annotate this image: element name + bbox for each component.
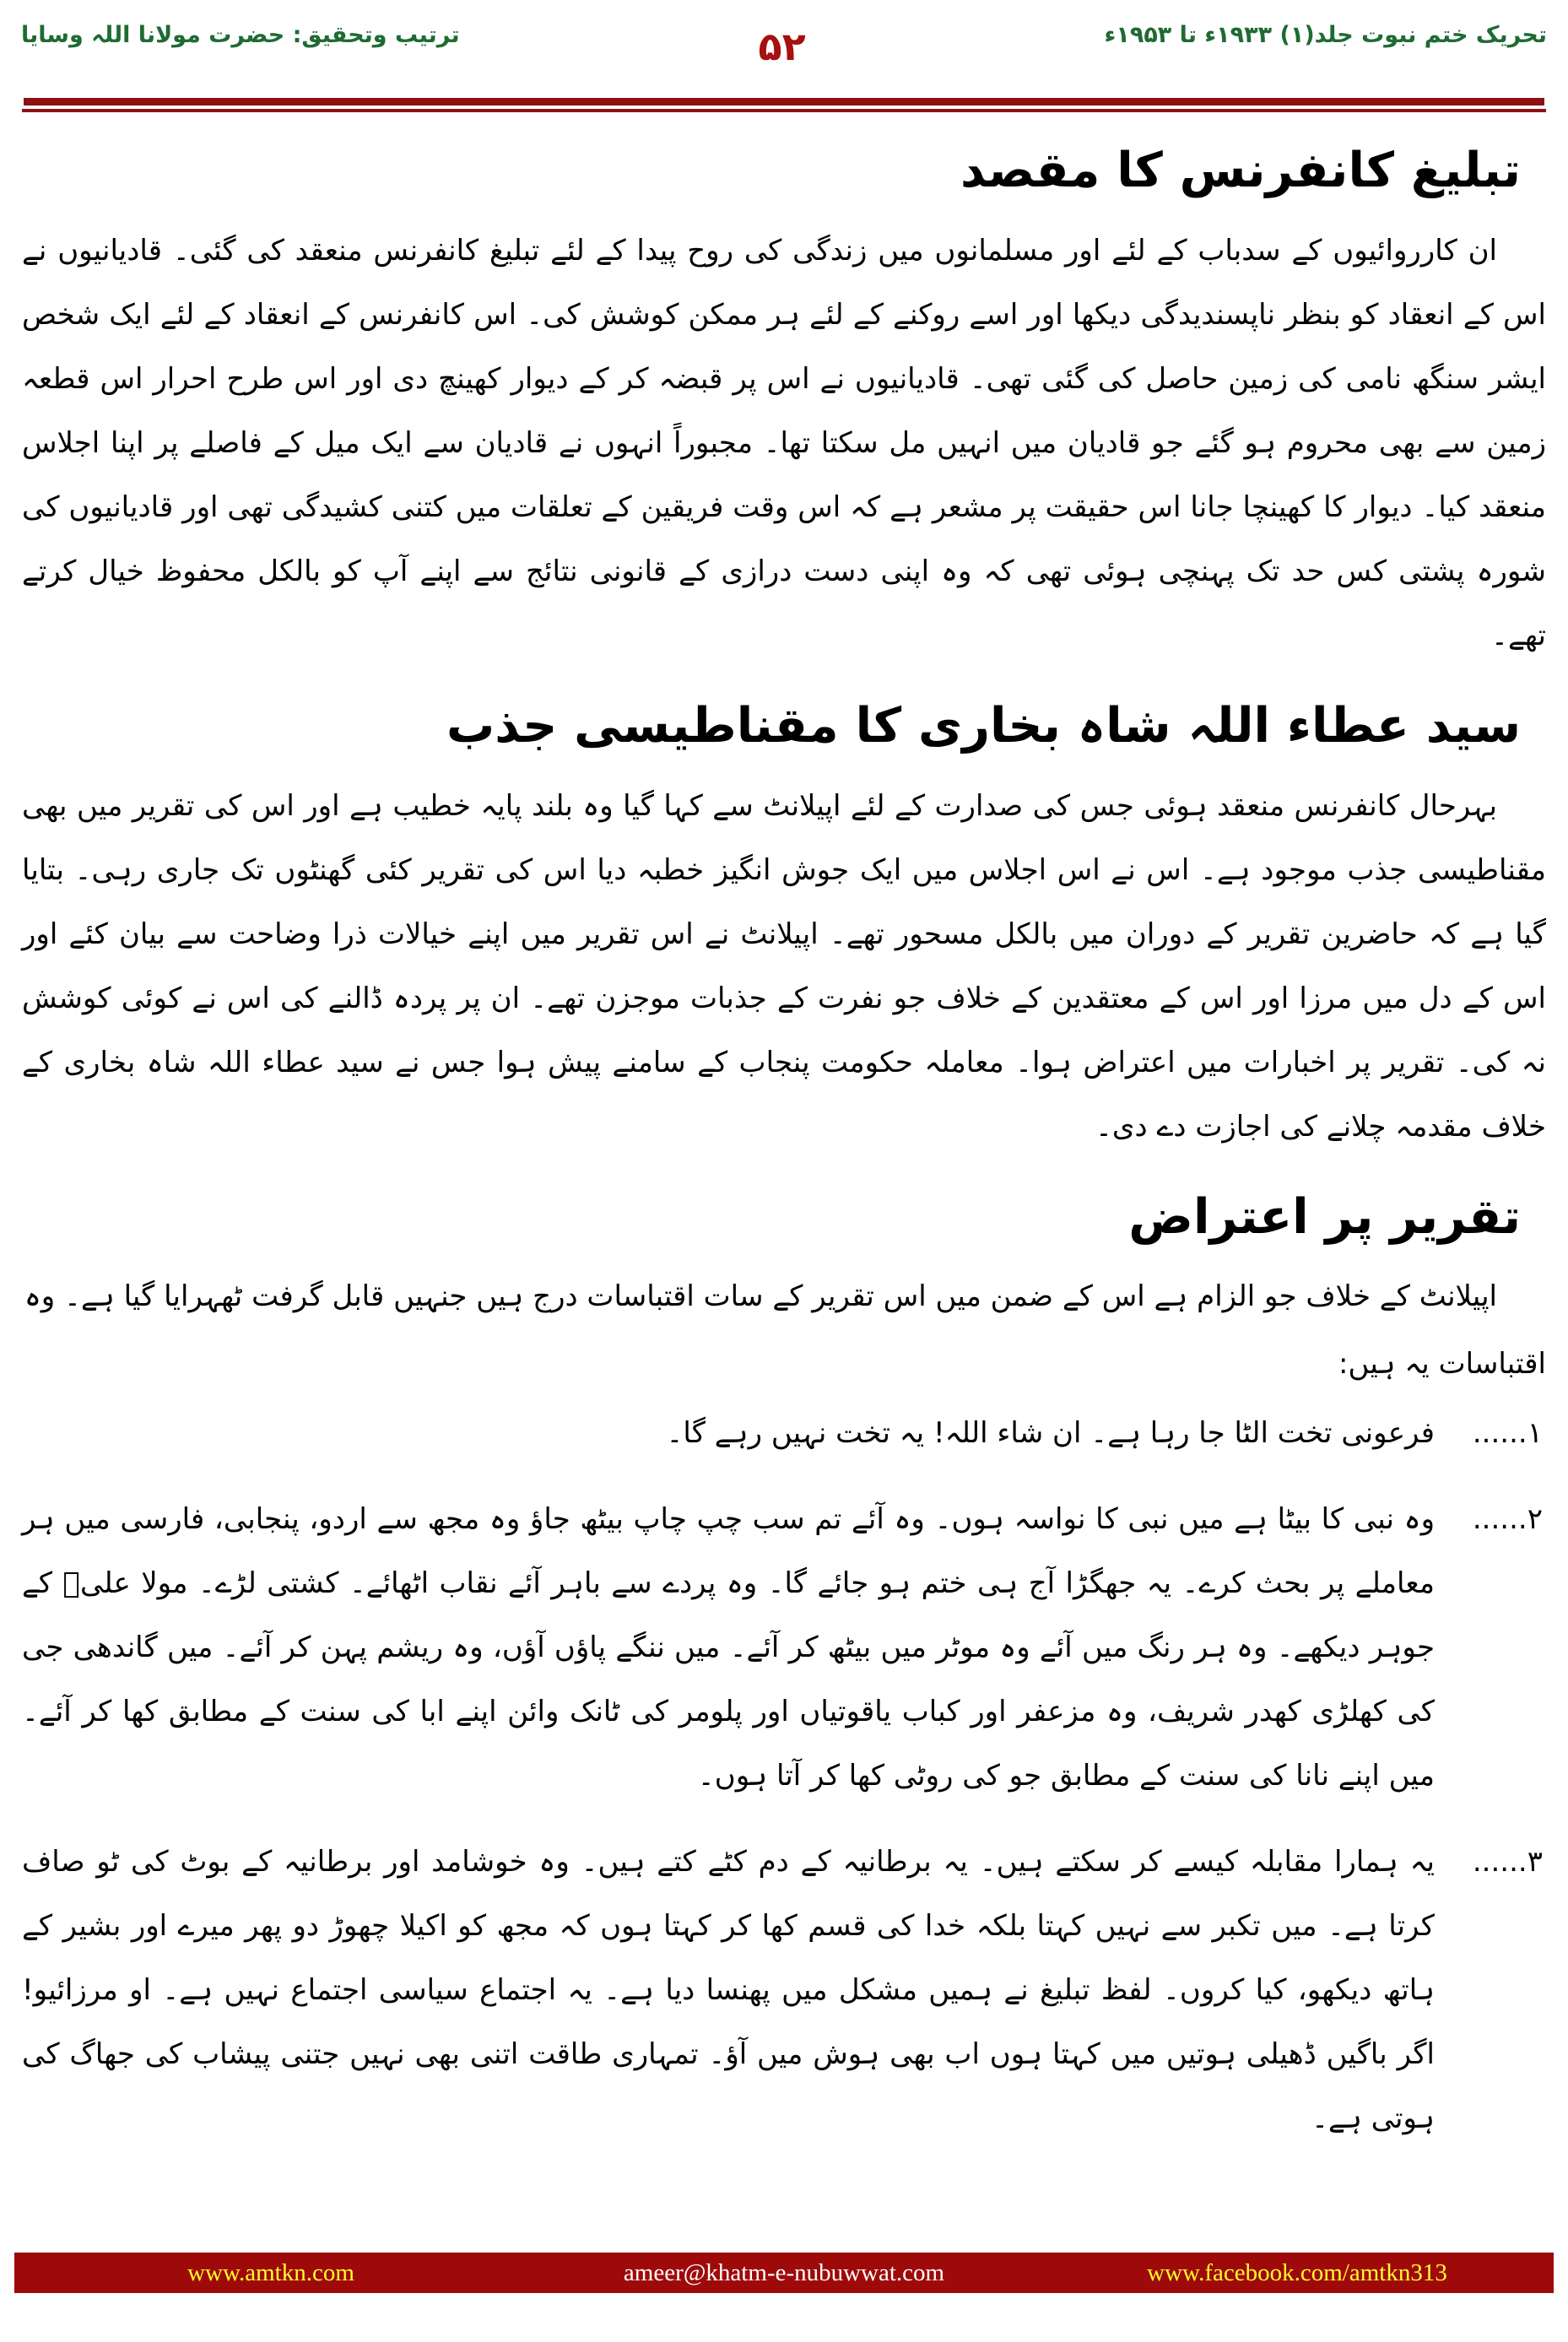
quote-item-3 bbox=[22, 1830, 1546, 2150]
paragraph-bukhari-magnetism: بہرحال کانفرنس منعقد ہوئی جس کی صدارت کے لئے اپیلانٹ سے کہا گیا وہ بلند پایہ خطیب ہے اور اس کی تقریر میں بھی مقناطیسی جذب موجود ہے۔ اس نے اس اجلاس میں ایک جوش انگیز خطبہ دیا اس کی تقریر کئی گھنٹوں تک جاری رہی۔ بتایا گیا ہے کہ حاضرین تقریر کے دوران میں بالکل مسحور تھے۔ اپیلانٹ نے اس تقریر میں اپنے خیالات ذرا وضاحت سے بیان کئے اور اس کے دل میں مرزا اور اس کے معتقدین کے خلاف جو نفرت کے جذبات موجزن تھے۔ ان پر پردہ ڈالنے کی اس نے کوئی کوشش نہ کی۔ تقریر پر اخبارات میں اعتراض ہوا۔ معاملہ حکومت پنجاب کے سامنے پیش ہوا جس نے سید عطاء اللہ شاہ بخاری کے خلاف مقدمہ چلانے کی اجازت دے دی۔ bbox=[22, 788, 1546, 1144]
quote-text-3: یہ ہمارا مقابلہ کیسے کر سکتے ہیں۔ یہ برطانیہ کے دم کٹے کتے ہیں۔ وہ خوشامد اور برطانیہ کے بوٹ کی ٹو صاف کرتا ہے۔ میں تکبر سے نہیں کہتا بلکہ خدا کی قسم کھا کر کہتا ہوں کہ مجھ کو اکیلا چھوڑ دو پھر میرے اور بشیر کے ہاتھ دیکھو، کیا کروں۔ لفظ تبلیغ نے ہمیں مشکل میں پھنسا دیا ہے۔ یہ اجتماع سیاسی اجتماع نہیں ہے۔ او مرزائیو! اگر باگیں ڈھیلی ہوتیں میں کہتا ہوں اب بھی ہوش میں آؤ۔ تمہاری طاقت اتنی بھی نہیں جتنی پیشاب کی جھاگ کی ہوتی ہے۔ bbox=[22, 1845, 1435, 2136]
footer-website-url: www.amtkn.com bbox=[187, 2258, 354, 2286]
quotes-lead-in: اقتباسات یہ ہیں: bbox=[1338, 1347, 1546, 1382]
section-heading-speech-objection: تقریر پر اعتراض bbox=[1128, 1188, 1521, 1245]
quote-text-2: وہ نبی کا بیٹا ہے میں نبی کا نواسہ ہوں۔ وہ آئے تم سب چپ چاپ بیٹھ جاؤ وہ مجھ سے اردو، پنجابی، فارسی میں ہر معاملے پر بحث کرے۔ یہ جھگڑا آج ہی ختم ہو جائے گا۔ وہ پردے سے باہر آئے نقاب اٹھائے۔ کشتی لڑے۔ مولا علیؓ کے جوہر دیکھے۔ وہ ہر رنگ میں آئے وہ موٹر میں بیٹھ کر آئے۔ میں ننگے پاؤں آؤں، وہ ریشم پہن کر آئے۔ میں گاندھی جی کی کھلڑی کھدر شریف، وہ مزعفر اور کباب یاقوتیاں اور پلومر کی ٹانک وائن اپنے ابا کی سنت کے مطابق کھا کر آئے۔ میں اپنے نانا کی سنت کے مطابق جو کی روٹی کھا کر آتا ہوں۔ bbox=[22, 1502, 1435, 1793]
page-header bbox=[0, 0, 1568, 86]
quote-text-1: فرعونی تخت الٹا جا رہا ہے۔ ان شاء اللہ! یہ تخت نہیں رہے گا۔ bbox=[666, 1416, 1435, 1451]
quote-number-2: ۲...... bbox=[1472, 1502, 1543, 1537]
header-rule-thick bbox=[24, 98, 1544, 105]
header-rule-thin bbox=[22, 109, 1546, 112]
quote-item-1 bbox=[22, 1401, 1546, 1465]
section-heading-bukhari-magnetism: سید عطاء اللہ شاہ بخاری کا مقناطیسی جذب bbox=[446, 697, 1521, 754]
quote-list bbox=[22, 1401, 1546, 2150]
page-number: ۵۲ bbox=[758, 24, 806, 69]
section-heading-conference-purpose: تبلیغ کانفرنس کا مقصد bbox=[960, 143, 1521, 198]
footer-bar bbox=[14, 2253, 1554, 2293]
quote-number-3: ۳...... bbox=[1472, 1845, 1543, 1880]
header-book-title: تحریک ختم نبوت جلد(۱) ۱۹۳۳ء تا ۱۹۵۳ء bbox=[1104, 22, 1547, 48]
paragraph-speech-objection: اپیلانٹ کے خلاف جو الزام ہے اس کے ضمن میں اس تقریر کے سات اقتباسات درج ہیں جنہیں قابل گرفت ٹھہرایا گیا ہے۔ وہ bbox=[24, 1279, 1497, 1314]
header-compiler-credit: ترتیب وتحقیق: حضرت مولانا اللہ وسایا bbox=[21, 22, 460, 48]
paragraph-conference-purpose: ان کارروائیوں کے سدباب کے لئے اور مسلمانوں میں زندگی کی روح پیدا کے لئے تبلیغ کانفرنس منعقد کی گئی۔ قادیانیوں نے اس کے انعقاد کو بنظر ناپسندیدگی دیکھا اور اسے روکنے کے لئے ہر ممکن کوشش کی۔ اس کانفرنس کے انعقاد کے لئے ایک شخص ایشر سنگھ نامی کی زمین حاصل کی گئی تھی۔ قادیانیوں نے اس پر قبضہ کر کے دیوار کھینچ دی اور اس طرح احرار اس قطعہ زمین سے بھی محروم ہو گئے جو قادیان میں انہیں مل سکتا تھا۔ مجبوراً انہوں نے قادیان سے ایک میل کے فاصلے پر اپنا اجلاس منعقد کیا۔ دیوار کا کھینچا جانا اس حقیقت پر مشعر ہے کہ اس وقت فریقین کے تعلقات میں کتنی کشیدگی تھی اور قادیانیوں کی شورہ پشتی کس حد تک پہنچی ہوئی تھی کہ وہ اپنی دست درازی کے قانونی نتائج سے اپنے آپ کو بالکل محفوظ خیال کرتے تھے۔ bbox=[22, 233, 1546, 652]
footer-facebook-url: www.facebook.com/amtkn313 bbox=[1147, 2258, 1447, 2286]
quote-item-2 bbox=[22, 1487, 1546, 1808]
quote-number-1: ۱...... bbox=[1472, 1416, 1543, 1451]
page-body bbox=[0, 129, 1568, 2150]
footer-email-address: ameer@khatm-e-nubuwwat.com bbox=[623, 2258, 945, 2286]
